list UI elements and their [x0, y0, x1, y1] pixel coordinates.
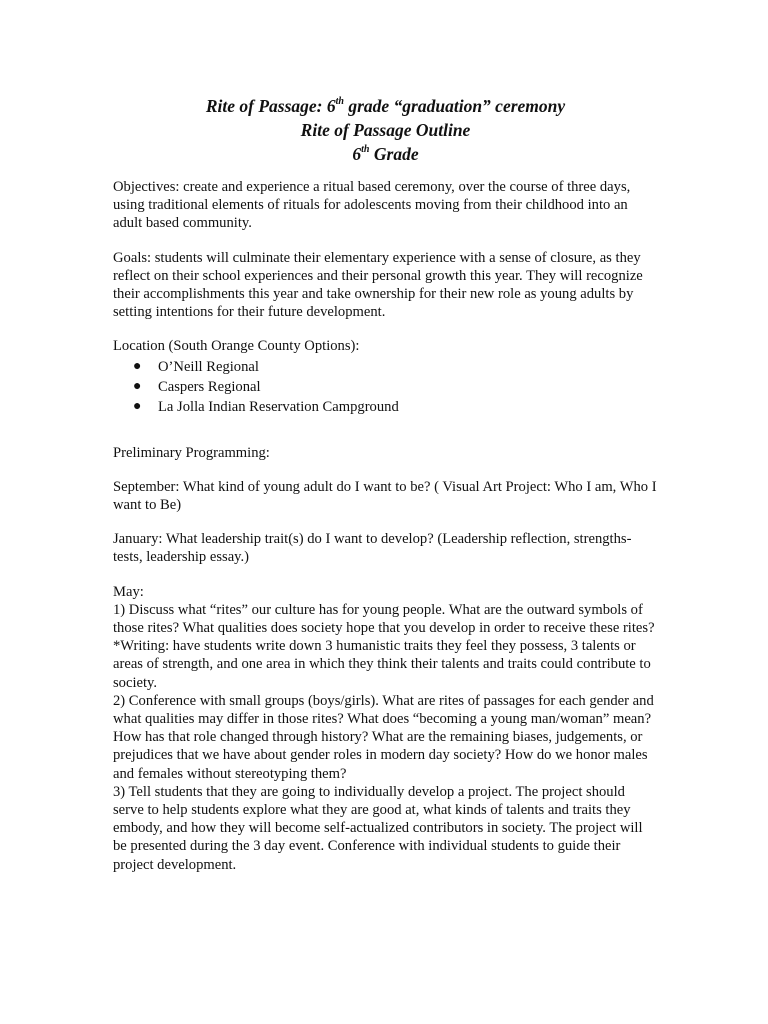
may-item: 3) Tell students that they are going to individually develop a project. The project should serve to help students explore what they are good at, what kinds of talents and traits they embody, and how they will become self-actualized contributors in society. The project will be presented during the 3 day event. Conference with individual students to guide their project development.	[113, 783, 643, 873]
may-item: 2) Conference with small groups (boys/girls). What are rites of passages for each gender and what qualities may differ in those rites? What does “becoming a young man/woman” mean? How has that role changed through history? What are the remaining biases, judgements, or prejudices that we have about gender roles in modern day society? How do we honor males and females without stereotyping them?	[113, 692, 654, 782]
objectives-paragraph: Objectives: create and experience a ritual based ceremony, over the course of three days, using traditional elements of rituals for adolescents moving from their childhood into an adult based community.	[113, 179, 631, 232]
january-paragraph: January: What leadership trait(s) do I want to develop? (Leadership reflection, strengths-tests, leadership essay.)	[113, 531, 632, 566]
location-heading: Location (South Orange County Options):	[113, 338, 360, 355]
bullet-icon: ●	[133, 398, 142, 414]
programming-heading: Preliminary Programming:	[113, 444, 270, 461]
location-list	[113, 357, 658, 417]
may-item: *Writing: have students write down 3 humanistic traits they feel they possess, 3 talents or areas of strength, and one area in which they think their talents and traits could contribute to society.	[113, 638, 651, 691]
goals-paragraph: Goals: students will culminate their elementary experience with a sense of closure, as they reflect on their school experiences and their personal growth this year. They will recognize their accomplishments this year and take ownership for their new role as young adults by setting intentions for their future development.	[113, 249, 643, 321]
title-line-3: 6th Grade	[352, 144, 419, 164]
location-item: ● Caspers Regional	[133, 378, 261, 395]
section-spacer	[113, 417, 658, 444]
title-line-1: Rite of Passage: 6th grade “graduation” ceremony	[205, 96, 566, 116]
may-item: 1) Discuss what “rites” our culture has for young people. What are the outward symbols of those rites? What qualities does society hope that you develop in order to receive these rites?	[113, 601, 655, 637]
title-line-2: Rite of Passage Outline	[300, 120, 471, 140]
document-title	[113, 94, 658, 166]
location-item: ● O’Neill Regional	[133, 358, 259, 375]
bullet-icon: ●	[133, 378, 142, 394]
may-heading: May:	[113, 583, 144, 600]
location-item: ● La Jolla Indian Reservation Campground	[133, 398, 399, 415]
may-section	[113, 583, 658, 874]
bullet-icon: ●	[133, 358, 142, 374]
document-page	[113, 94, 658, 874]
september-paragraph: September: What kind of young adult do I want to be? ( Visual Art Project: Who I am, Who I want to Be)	[113, 478, 657, 514]
